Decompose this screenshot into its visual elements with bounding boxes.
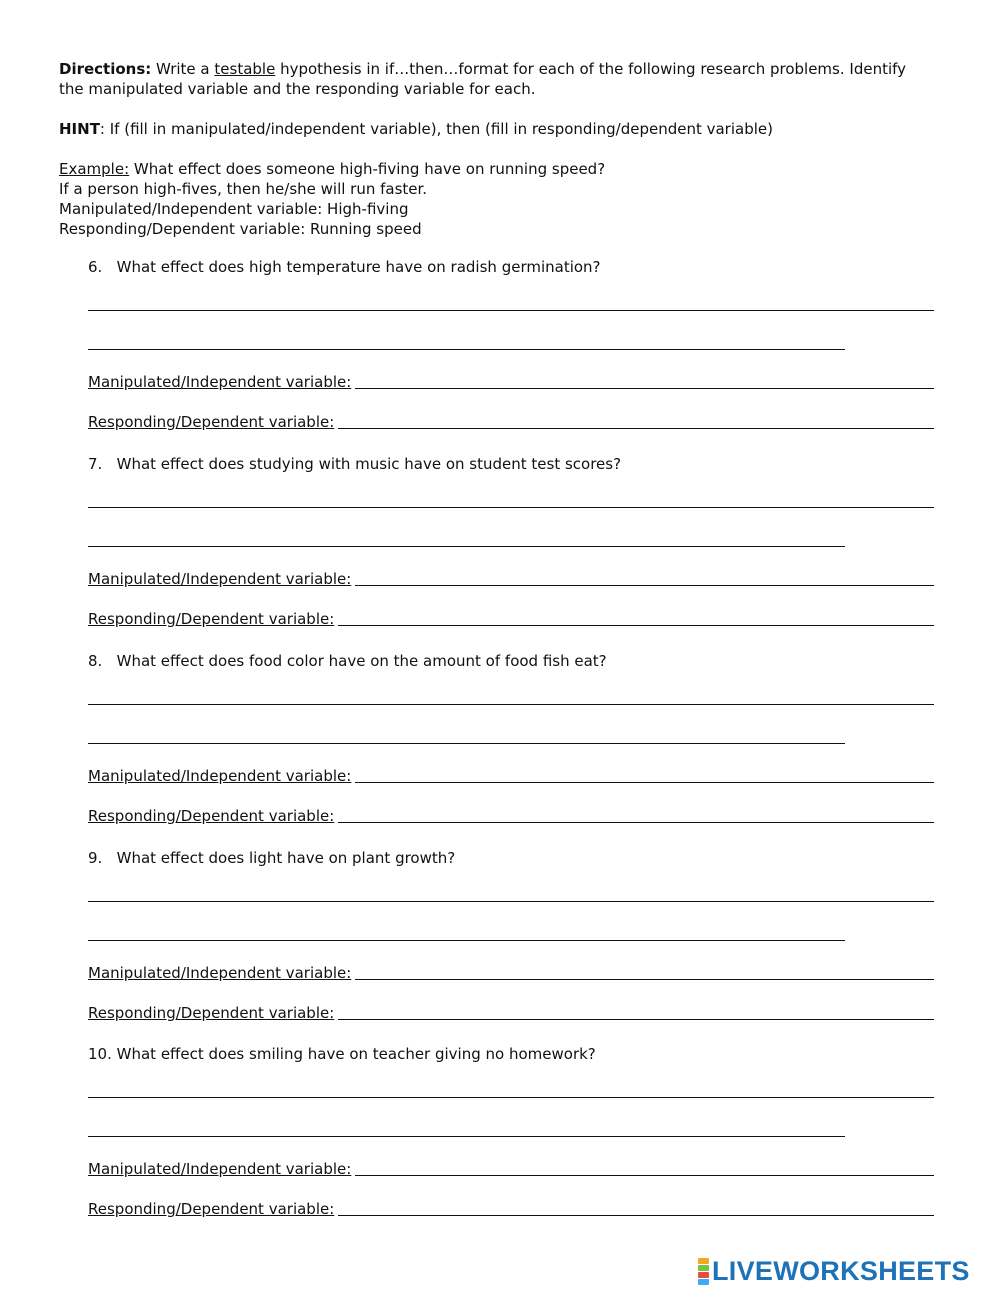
directions-label: Directions: [59, 60, 152, 78]
logo-color-blocks-icon [698, 1258, 709, 1285]
responding-variable-label: Responding/Dependent variable: [88, 1004, 335, 1022]
manipulated-variable-label: Manipulated/Independent variable: [88, 373, 352, 391]
hypothesis-line-2[interactable] [88, 1136, 845, 1137]
manipulated-variable-row [88, 1159, 934, 1179]
responding-variable-label: Responding/Dependent variable: [88, 610, 335, 628]
question-text: What effect does studying with music have on student test scores? [116, 455, 622, 473]
hypothesis-line-1[interactable] [88, 310, 934, 311]
hint-label: HINT [59, 120, 100, 138]
manipulated-variable-input[interactable] [355, 782, 934, 783]
question-7 [88, 454, 934, 634]
question-prompt [88, 257, 601, 277]
hypothesis-line-1[interactable] [88, 704, 934, 705]
responding-variable-row [88, 806, 934, 826]
directions-text-pre: Write a [151, 60, 215, 78]
manipulated-variable-row [88, 569, 934, 589]
responding-variable-input[interactable] [338, 625, 934, 626]
question-9 [88, 848, 934, 1028]
question-8 [88, 651, 934, 831]
hint-paragraph [59, 119, 929, 139]
manipulated-variable-label: Manipulated/Independent variable: [88, 767, 352, 785]
example-question-text: What effect does someone high-fiving have on running speed? [129, 160, 606, 178]
question-prompt [88, 848, 455, 868]
responding-variable-label: Responding/Dependent variable: [88, 1200, 335, 1218]
directions-text-post: hypothesis in if…then…format for each of the following research problems. Identify the manipulated variable and the responding variable for each. [59, 60, 907, 98]
question-number: 8. [88, 652, 103, 670]
manipulated-variable-input[interactable] [355, 1175, 934, 1176]
manipulated-variable-input[interactable] [355, 585, 934, 586]
question-prompt [88, 1044, 596, 1064]
responding-variable-row [88, 1199, 934, 1219]
manipulated-variable-row [88, 372, 934, 392]
manipulated-variable-row [88, 766, 934, 786]
question-number: 9. [88, 849, 103, 867]
responding-variable-label: Responding/Dependent variable: [88, 413, 335, 431]
question-10 [88, 1044, 934, 1224]
example-question [59, 159, 929, 179]
manipulated-variable-input[interactable] [355, 979, 934, 980]
question-number: 7. [88, 455, 103, 473]
hypothesis-line-2[interactable] [88, 546, 845, 547]
responding-variable-row [88, 1003, 934, 1023]
hypothesis-line-2[interactable] [88, 940, 845, 941]
liveworksheets-logo [698, 1257, 970, 1285]
hypothesis-line-1[interactable] [88, 1097, 934, 1098]
responding-variable-row [88, 609, 934, 629]
question-number: 6. [88, 258, 103, 276]
question-text: What effect does light have on plant growth? [116, 849, 456, 867]
responding-variable-input[interactable] [338, 1215, 934, 1216]
question-text: What effect does high temperature have on radish germination? [116, 258, 601, 276]
question-prompt [88, 454, 621, 474]
example-label: Example: [59, 160, 130, 178]
question-prompt [88, 651, 607, 671]
logo-block-2 [698, 1265, 709, 1271]
responding-variable-input[interactable] [338, 822, 934, 823]
manipulated-variable-label: Manipulated/Independent variable: [88, 570, 352, 588]
question-text: What effect does smiling have on teacher giving no homework? [116, 1045, 596, 1063]
hypothesis-line-2[interactable] [88, 743, 845, 744]
logo-block-4 [698, 1279, 709, 1285]
example-responding: Responding/Dependent variable: Running speed [59, 220, 422, 238]
hint-text: : If (fill in manipulated/independent variable), then (fill in responding/dependent variable) [99, 120, 773, 138]
manipulated-variable-label: Manipulated/Independent variable: [88, 964, 352, 982]
logo-block-1 [698, 1258, 709, 1264]
directions-underlined-word: testable [214, 60, 276, 78]
logo-block-3 [698, 1272, 709, 1278]
manipulated-variable-label: Manipulated/Independent variable: [88, 1160, 352, 1178]
example-manipulated: Manipulated/Independent variable: High-fiving [59, 200, 409, 218]
manipulated-variable-input[interactable] [355, 388, 934, 389]
example-hypothesis: If a person high-fives, then he/she will run faster. [59, 180, 428, 198]
instructions-section [59, 59, 929, 239]
manipulated-variable-row [88, 963, 934, 983]
hypothesis-line-1[interactable] [88, 901, 934, 902]
logo-text: LIVEWORKSHEETS [712, 1256, 970, 1286]
hypothesis-line-2[interactable] [88, 349, 845, 350]
responding-variable-input[interactable] [338, 428, 934, 429]
hypothesis-line-1[interactable] [88, 507, 934, 508]
responding-variable-label: Responding/Dependent variable: [88, 807, 335, 825]
responding-variable-input[interactable] [338, 1019, 934, 1020]
question-number: 10. [88, 1045, 112, 1063]
question-text: What effect does food color have on the amount of food fish eat? [116, 652, 607, 670]
responding-variable-row [88, 412, 934, 432]
question-6 [88, 257, 934, 437]
directions-paragraph [59, 59, 929, 99]
